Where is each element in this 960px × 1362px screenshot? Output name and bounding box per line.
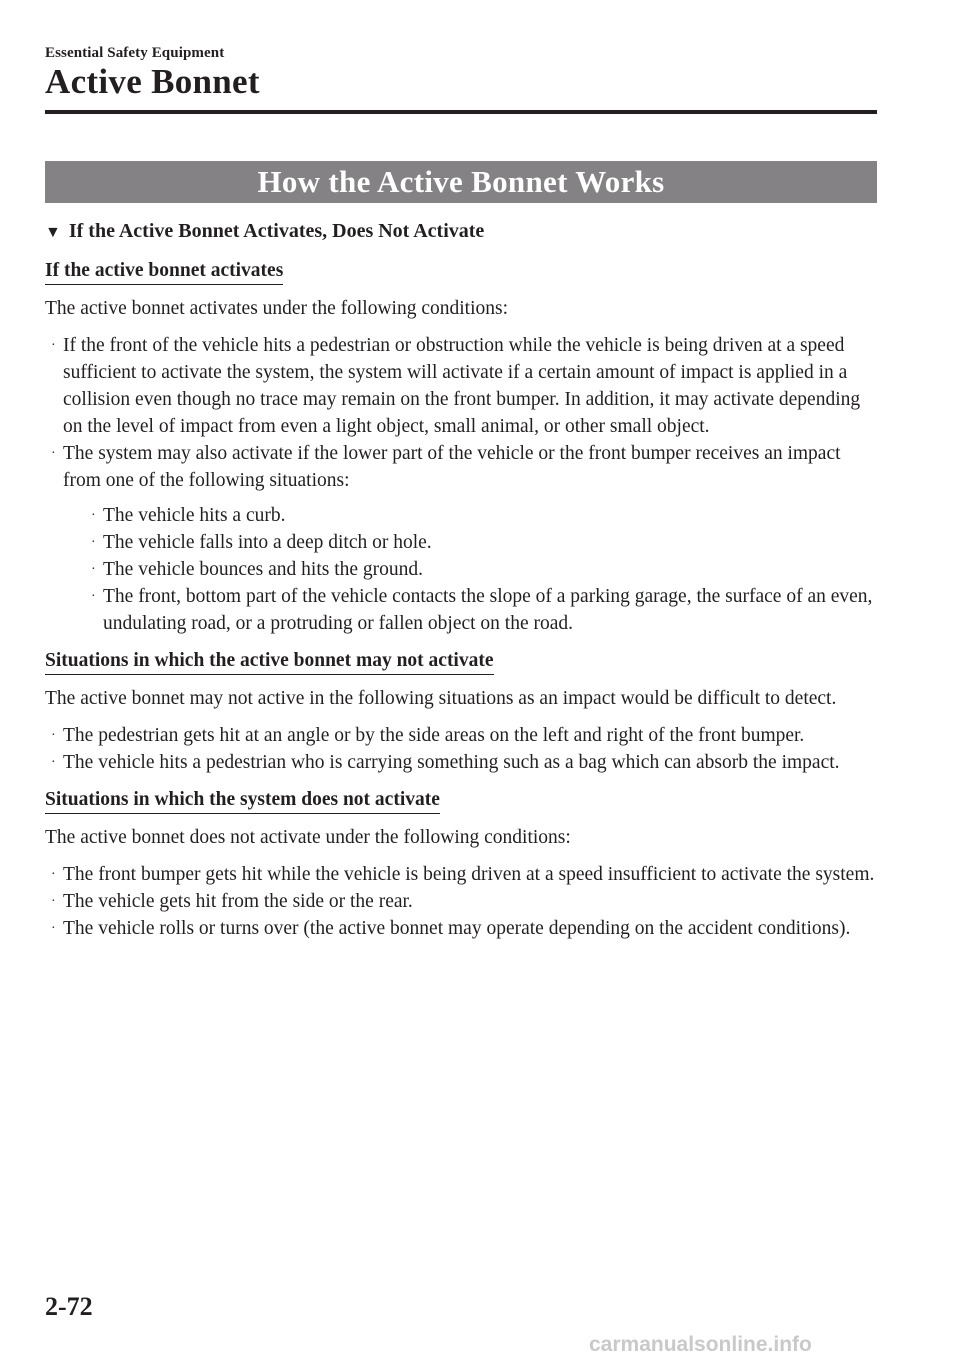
list-item bbox=[45, 722, 875, 749]
list-item-text: The vehicle rolls or turns over (the active bonnet may operate depending on the accident conditions). bbox=[63, 918, 851, 939]
header-divider bbox=[45, 110, 877, 114]
list-item bbox=[45, 440, 875, 637]
list-item-text: The vehicle hits a pedestrian who is carrying something such as a bag which can absorb the impact. bbox=[63, 752, 840, 773]
triangle-down-icon: ▼ bbox=[45, 224, 61, 241]
subsection-may-not-activate bbox=[45, 647, 875, 675]
page-title: Active Bonnet bbox=[45, 62, 260, 101]
main-content bbox=[45, 218, 875, 952]
list-item bbox=[45, 332, 875, 440]
section-banner: How the Active Bonnet Works bbox=[45, 161, 877, 203]
list-item bbox=[45, 915, 875, 942]
list-item bbox=[83, 583, 875, 637]
bullet-icon: · bbox=[51, 921, 56, 936]
bullet-icon: · bbox=[51, 867, 56, 882]
list-item bbox=[83, 529, 875, 556]
list-item bbox=[45, 888, 875, 915]
bullet-icon: · bbox=[51, 338, 56, 353]
list-item bbox=[45, 749, 875, 776]
list-does-not bbox=[45, 861, 875, 942]
bullet-icon: · bbox=[91, 508, 96, 523]
list-activates bbox=[45, 332, 875, 637]
subsection-activates bbox=[45, 257, 875, 285]
section-heading-text: If the Active Bonnet Activates, Does Not Activate bbox=[68, 220, 485, 242]
list-item bbox=[83, 556, 875, 583]
list-item-text: The front, bottom part of the vehicle contacts the slope of a parking garage, the surface of an even, undulating road, or a protruding or fallen object on the road. bbox=[103, 586, 873, 634]
watermark: carmanualsonline.info bbox=[589, 1333, 812, 1356]
paragraph-activates-intro: The active bonnet activates under the following conditions: bbox=[45, 298, 508, 319]
list-may-not bbox=[45, 722, 875, 776]
bullet-icon: · bbox=[91, 562, 96, 577]
page-number: 2-72 bbox=[45, 1292, 93, 1321]
bullet-icon: · bbox=[51, 728, 56, 743]
subsection-does-not-activate bbox=[45, 786, 875, 814]
list-situations bbox=[63, 502, 875, 637]
list-item-text: The vehicle falls into a deep ditch or hole. bbox=[103, 532, 432, 553]
list-item-text: The vehicle gets hit from the side or the rear. bbox=[63, 891, 413, 912]
chapter-title: Essential Safety Equipment bbox=[45, 45, 225, 61]
list-item bbox=[83, 502, 875, 529]
subsection-heading-may-not: Situations in which the active bonnet may not activate bbox=[45, 648, 494, 675]
list-item-text: The front bumper gets hit while the vehicle is being driven at a speed insufficient to activate the system. bbox=[63, 864, 875, 885]
bullet-icon: · bbox=[91, 589, 96, 604]
list-item-text: If the front of the vehicle hits a pedestrian or obstruction while the vehicle is being driven at a speed sufficient to activate the system, the system will activate if a certain amount of impact is applied in a collision even though no trace may remain on the front bumper. In addition, it may activate depending on the level of impact from even a light object, small animal, or other small object. bbox=[63, 335, 861, 437]
subsection-heading-does-not: Situations in which the system does not activate bbox=[45, 787, 440, 814]
section-heading bbox=[45, 218, 875, 245]
list-item-text: The vehicle bounces and hits the ground. bbox=[103, 559, 424, 580]
bullet-icon: · bbox=[51, 446, 56, 461]
bullet-icon: · bbox=[51, 755, 56, 770]
bullet-icon: · bbox=[91, 535, 96, 550]
list-item-text: The vehicle hits a curb. bbox=[103, 505, 286, 526]
list-item bbox=[45, 861, 875, 888]
paragraph-may-not-intro: The active bonnet may not active in the following situations as an impact would be difficult to detect. bbox=[45, 688, 837, 709]
bullet-icon: · bbox=[51, 894, 56, 909]
paragraph-does-not-intro: The active bonnet does not activate under the following conditions: bbox=[45, 827, 571, 848]
list-item-text: The pedestrian gets hit at an angle or by the side areas on the left and right of the front bumper. bbox=[63, 725, 805, 746]
subsection-heading-activates: If the active bonnet activates bbox=[45, 258, 283, 285]
list-item-text: The system may also activate if the lower part of the vehicle or the front bumper receives an impact from one of the following situations: bbox=[63, 443, 841, 491]
